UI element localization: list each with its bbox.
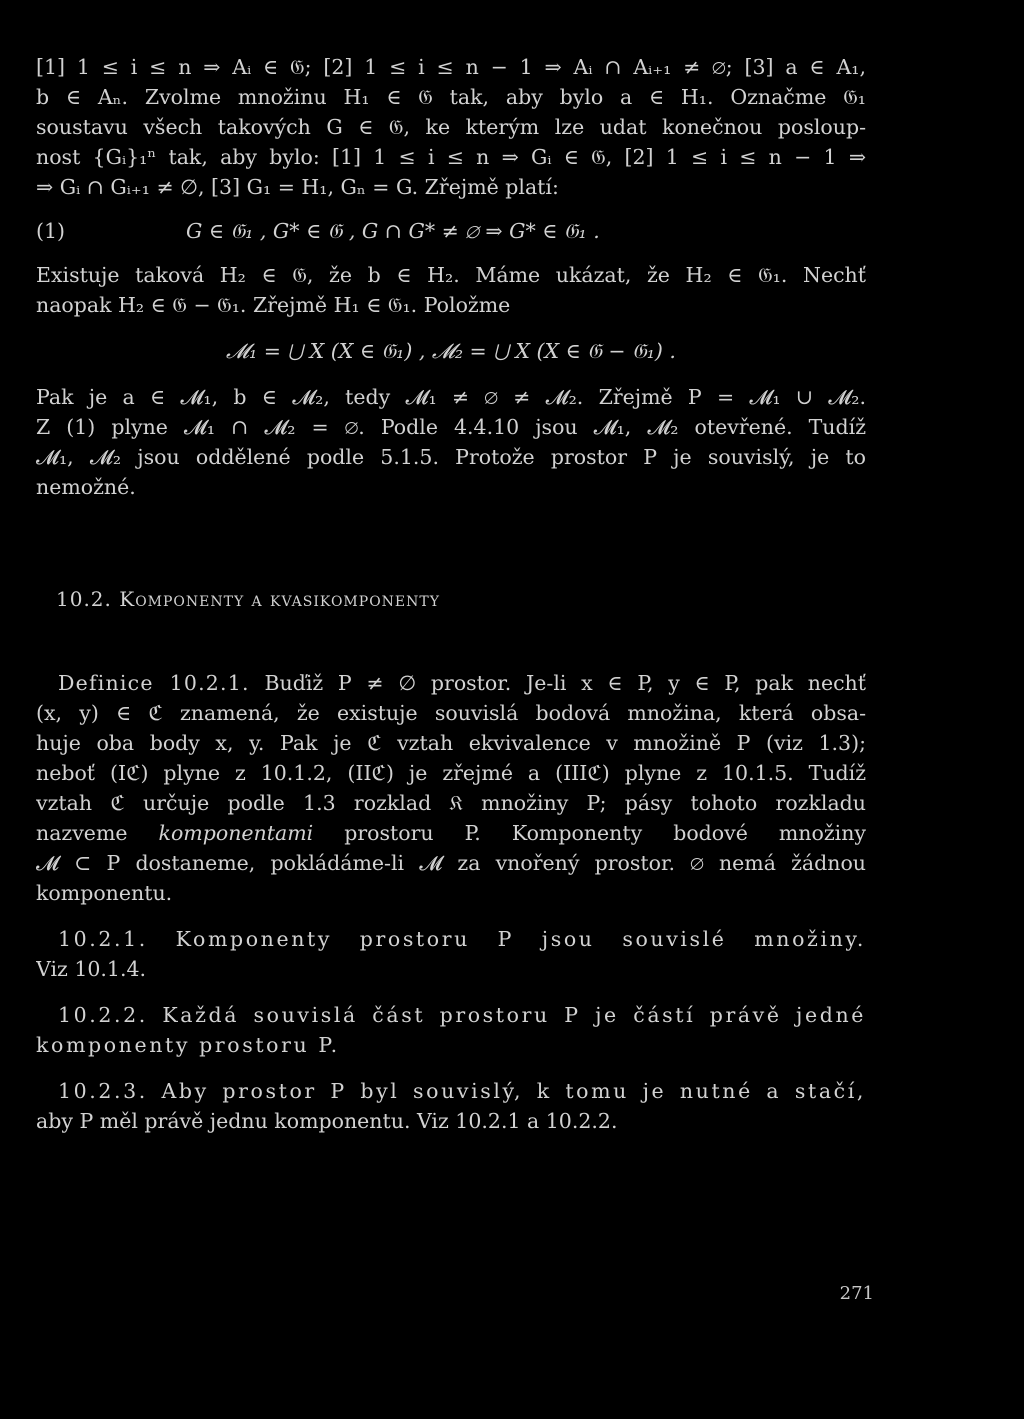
formula-1: [36, 216, 866, 246]
text-fragment: prostoru P. Komponenty bodové množiny: [313, 821, 866, 845]
definition-block: [36, 668, 866, 908]
text-line: 𝓜₁, 𝓜₂ jsou oddělené podle 5.1.5. Protože prostor P je souvislý, je to: [36, 445, 866, 469]
text-line: (x, y) ∈ ℭ znamená, že existuje souvislá bodová množina, která obsa-: [36, 701, 866, 725]
proof-intro: [36, 52, 866, 202]
theorem-10-2-1: [36, 924, 866, 984]
theorem-first-line: [36, 924, 866, 954]
theorem-first-line: [36, 1000, 866, 1030]
emphasized-term: komponentami: [158, 821, 314, 845]
proof-middle: [36, 260, 866, 320]
text-line: nemožné.: [36, 475, 136, 499]
theorem-label: 10.2.1.: [58, 927, 148, 951]
text-line: vztah ℭ určuje podle 1.3 rozklad 𝔎 množiny P; pásy tohoto rozkladu: [36, 791, 866, 815]
text-line: Viz 10.1.4.: [36, 957, 147, 981]
formula-label: (1): [36, 219, 66, 243]
theorem-text: Komponenty prostoru P jsou souvislé množiny.: [147, 927, 866, 951]
text-line: aby P měl právě jednu komponentu. Viz 10.2.1 a 10.2.2.: [36, 1109, 618, 1133]
theorem-10-2-3: [36, 1076, 866, 1136]
theorem-text: Každá souvislá část prostoru P je částí právě jedné: [147, 1003, 866, 1027]
text-line: 𝓜 ⊂ P dostaneme, pokládáme-li 𝓜 za vnořený prostor. ∅ nemá žádnou: [36, 851, 866, 875]
formula-content: 𝓜₁ = ⋃ X (X ∈ 𝔊₁) , 𝓜₂ = ⋃ X (X ∈ 𝔊 − 𝔊₁) .: [226, 339, 676, 363]
text-line: soustavu všech takových G ∈ 𝔊, ke kterým lze udat konečnou posloup-: [36, 115, 866, 139]
text-line-with-emphasis: [36, 818, 866, 848]
theorem-first-line: [36, 1076, 866, 1106]
formula-content: G ∈ 𝔊₁ , G* ∈ 𝔊 , G ∩ G* ≠ ∅ ⇒ G* ∈ 𝔊₁ .: [186, 219, 600, 243]
text-line: komponentu.: [36, 881, 173, 905]
definition-label: Definice 10.2.1.: [58, 671, 250, 695]
definition-first-line: [36, 668, 866, 698]
text-line: Existuje taková H₂ ∈ 𝔊, že b ∈ H₂. Máme ukázat, že H₂ ∈ 𝔊₁. Nechť: [36, 263, 866, 287]
page-body: [36, 52, 866, 1136]
theorem-label: 10.2.3.: [58, 1079, 148, 1103]
text-line: b ∈ Aₙ. Zvolme množinu H₁ ∈ 𝔊 tak, aby bylo a ∈ H₁. Označme 𝔊₁: [36, 85, 866, 109]
theorem-10-2-2: [36, 1000, 866, 1060]
text-line: [1] 1 ≤ i ≤ n ⇒ Aᵢ ∈ 𝔊; [2] 1 ≤ i ≤ n − 1 ⇒ Aᵢ ∩ Aᵢ₊₁ ≠ ∅; [3] a ∈ A₁,: [36, 55, 866, 79]
theorem-text: Aby prostor P byl souvislý, k tomu je nutné a stačí,: [147, 1079, 866, 1103]
theorem-label: 10.2.2.: [58, 1003, 148, 1027]
text-line: naopak H₂ ∈ 𝔊 − 𝔊₁. Zřejmě H₁ ∈ 𝔊₁. Položme: [36, 293, 511, 317]
text-line: ⇒ Gᵢ ∩ Gᵢ₊₁ ≠ ∅, [3] G₁ = H₁, Gₙ = G. Zřejmě platí:: [36, 175, 559, 199]
text-fragment: nazveme: [36, 821, 159, 845]
text-line: neboť (Iℭ) plyne z 10.1.2, (IIℭ) je zřejmé a (IIIℭ) plyne z 10.1.5. Tudíž: [36, 761, 866, 785]
text-line: nost {Gᵢ}₁ⁿ tak, aby bylo: [1] 1 ≤ i ≤ n ⇒ Gᵢ ∈ 𝔊, [2] 1 ≤ i ≤ n − 1 ⇒: [36, 145, 866, 169]
definition-text: Buďiž P ≠ ∅ prostor. Je-li x ∈ P, y ∈ P, pak nechť: [249, 671, 866, 695]
proof-end: [36, 382, 866, 502]
section-heading: 10.2. Komponenty a kvasikomponenty: [56, 587, 440, 611]
text-line: huje oba body x, y. Pak je ℭ vztah ekvivalence v množině P (viz 1.3);: [36, 731, 866, 755]
text-line: Pak je a ∈ 𝓜₁, b ∈ 𝓜₂, tedy 𝓜₁ ≠ ∅ ≠ 𝓜₂. Zřejmě P = 𝓜₁ ∪ 𝓜₂.: [36, 385, 866, 409]
page-number: 271: [839, 1283, 874, 1304]
text-line: komponenty prostoru P.: [36, 1033, 340, 1057]
text-line: Z (1) plyne 𝓜₁ ∩ 𝓜₂ = ∅. Podle 4.4.10 jsou 𝓜₁, 𝓜₂ otevřené. Tudíž: [36, 415, 866, 439]
formula-2: [36, 336, 866, 366]
